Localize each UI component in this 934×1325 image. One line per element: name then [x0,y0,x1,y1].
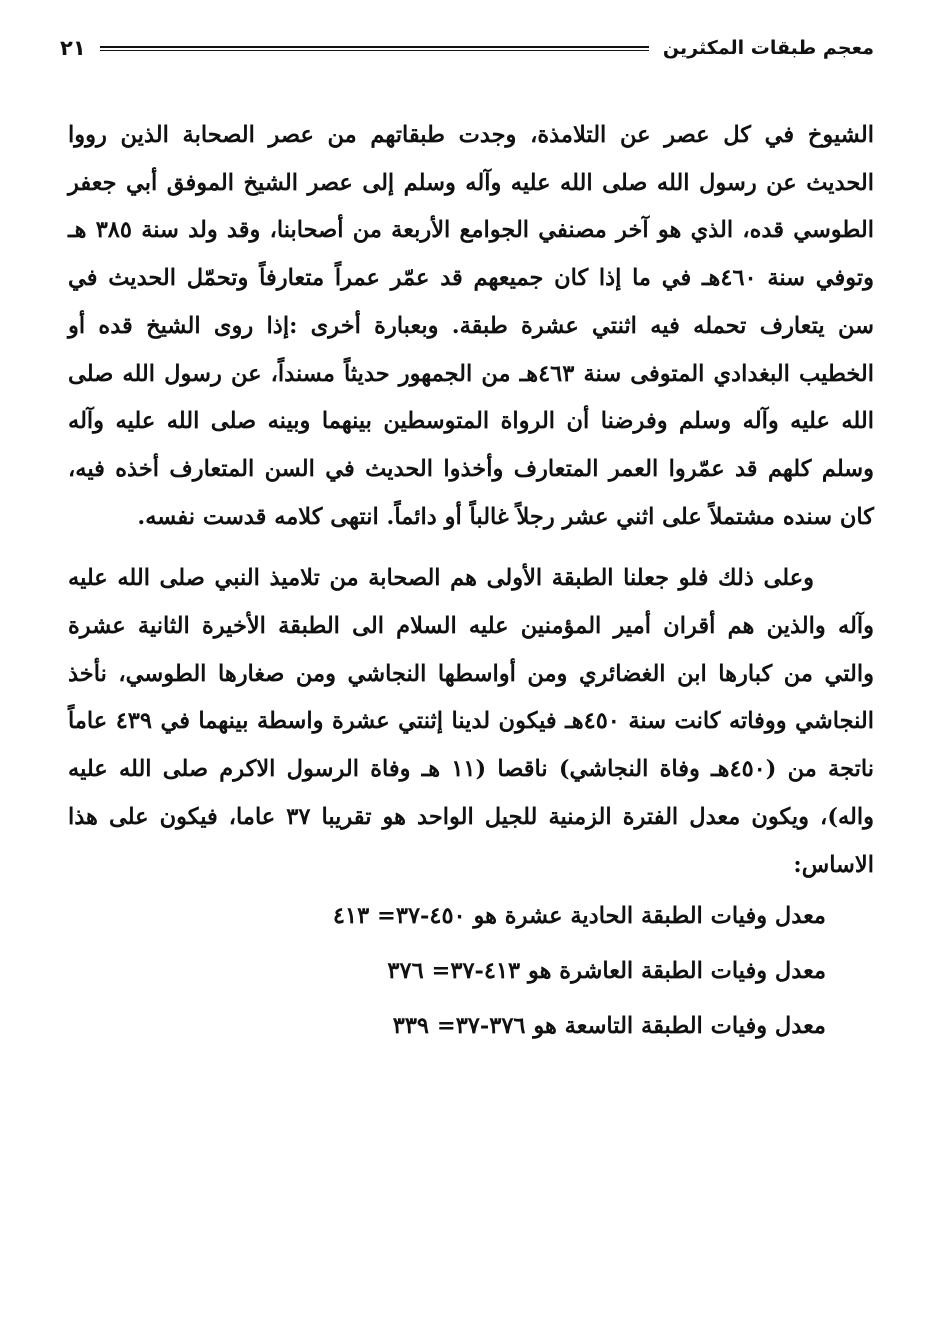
running-title: معجم طبقات المكثرين [662,37,874,59]
paragraph-1: الشيوخ في كل عصر عن التلامذة، وجدت طبقاتهم من عصر الصحابة الذين رووا الحديث عن رسول الله صلى الله عليه وآله وسلم إلى عصر الشيخ الموفق أبي جعفر الطوسي قده، الذي هو آخر مصنفي الجوامع الأربعة من أصحابنا، وقد ولد سنة ٣٨٥ هـ وتوفي سنة ٤٦٠هـ في ما إذا كان جميعهم قد عمّر عمراً متعارفاً وتحمّل الحديث في سن يتعارف تحمله فيه اثنتي عشرة طبقة. وبعبارة أخرى :إذا روى الشيخ قده أو الخطيب البغدادي المتوفى سنة ٤٦٣هـ من الجمهور حديثاً مسنداً، عن رسول الله صلى الله عليه وآله وسلم وفرضنا أن الرواة المتوسطين بينهما وبينه صلى الله عليه وآله وسلم كلهم قد عمّروا العمر المتعارف وأخذوا الحديث في السن المتعارف أخذه فيه، كان سنده مشتملاً على اثني عشر رجلاً غالباً أو دائماً. انتهى كلامه قدست نفسه. [68,122,874,530]
page-body [68,112,874,1054]
calculation-line-11: معدل وفيات الطبقة الحادية عشرة هو ٤٥٠-٣٧= ٤١٣ [332,903,826,930]
calculation-line-10: معدل وفيات الطبقة العاشرة هو ٤١٣-٣٧= ٣٧٦ [387,958,826,985]
calculation-line-9: معدل وفيات الطبقة التاسعة هو ٣٧٦-٣٧= ٣٣٩ [392,1013,826,1040]
header-rule [100,46,649,51]
calculation-list [68,889,874,1054]
page-number: ٢١ [60,36,86,60]
page-header [60,26,874,70]
paragraph-2: وعلى ذلك فلو جعلنا الطبقة الأولى هم الصحابة من تلاميذ النبي صلى الله عليه وآله والذين هم أقران أمير المؤمنين عليه السلام الى الطبقة الأخيرة الثانية عشرة والتي من كبارها ابن الغضائري ومن أواسطها النجاشي ومن صغارها الطوسي، نأخذ النجاشي ووفاته كانت سنة ٤٥٠هـ فيكون لدينا إثنتي عشرة واسطة بينهما في ٤٣٩ عاماً ناتجة من (٤٥٠هـ وفاة النجاشي) ناقصا (١١ هـ وفاة الرسول الاكرم صلى الله عليه واله)، ويكون معدل الفترة الزمنية للجيل الواحد هو تقريبا ٣٧ عاما، فيكون على هذا الاساس: [68,565,874,878]
